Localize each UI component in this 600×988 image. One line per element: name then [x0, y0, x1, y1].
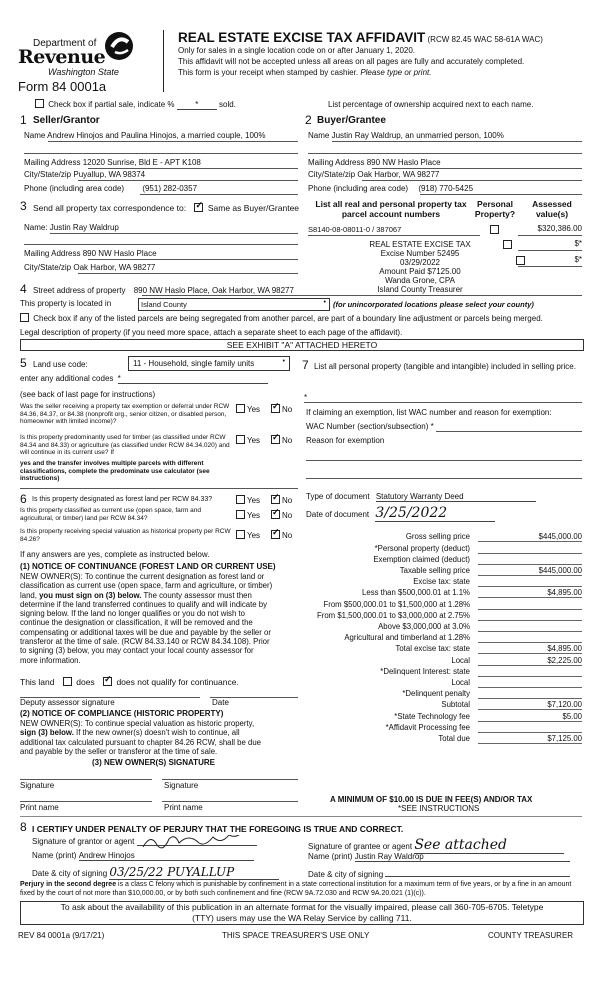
- header-divider: [163, 30, 164, 92]
- grantor-name-field[interactable]: Andrew Hinojos: [79, 851, 254, 861]
- land-use-q1: Was the seller receiving a property tax exemption or deferral under RCW 84.36, 84.37, or 84.38 (nonprofit org., senior citizen, or disabled person, homeowner with limited income)?: [20, 403, 230, 425]
- minimum-notice: A MINIMUM OF $10.00 IS DUE IN FEE(S) AND/OR TAX: [330, 795, 533, 804]
- tax-row-value[interactable]: $4,895.00: [478, 588, 582, 598]
- corr-name-field[interactable]: Justin Ray Waldrup: [49, 223, 119, 232]
- form-title: REAL ESTATE EXCISE TAX AFFIDAVIT: [178, 30, 426, 45]
- tax-row-value[interactable]: [478, 633, 582, 643]
- land-use-q2: Is this property predominantly used for timber (as classified under RCW 84.34 and 84.33) or agriculture (as classified under RCW 84.34.020) and will continue in its current use? If: [20, 434, 230, 456]
- tax-row: [300, 667, 582, 677]
- tax-row: [300, 644, 582, 654]
- perjury-text-2: by a fine in an amount fixed by the court of not more than $10,000.00, or by both such confinement and fine (RCW 9A.72.030 and RCW 9A.20.021 (1)(c)).: [20, 881, 572, 897]
- assessed-value-1[interactable]: $320,386.00: [537, 224, 582, 233]
- owner-print-name-label-2: Print name: [164, 803, 203, 812]
- county-treasurer: COUNTY TREASURER: [488, 931, 574, 940]
- buyer-name-field[interactable]: Justin Ray Waldrup, an unmarried person, 100%: [331, 131, 504, 140]
- tax-row-value[interactable]: $445,000.00: [478, 566, 582, 576]
- header-line1: Only for sales in a single location code on or after January 1, 2020.: [178, 46, 416, 55]
- s6-q3-yes-checkbox[interactable]: [236, 530, 245, 539]
- header-line3: This form is your receipt when stamped by cashier.: [178, 68, 359, 77]
- same-as-buyer-label: Same as Buyer/Grantee: [207, 203, 300, 213]
- grantee-signature-field[interactable]: See attached: [414, 837, 564, 854]
- header-line3b: Please type or print.: [360, 68, 432, 77]
- notice1-line-f: continue the designation or classification, it will be removed and the: [20, 618, 253, 628]
- s6-q3-yes-label: Yes: [247, 531, 261, 540]
- notice1-line-a: NEW OWNER(S): To continue the current designation as forest land or: [20, 572, 265, 581]
- does-label: does: [76, 677, 95, 687]
- section8-number: 8: [20, 820, 27, 834]
- tax-row-label: Excise tax: state: [413, 576, 470, 586]
- does-checkbox[interactable]: [63, 677, 72, 686]
- notice2-line-c: additional tax calculated pursuant to chapter 84.26 RCW, shall be due: [20, 737, 261, 747]
- q1-yes-checkbox[interactable]: [236, 404, 245, 413]
- tax-row: [300, 577, 582, 587]
- seller-name-label: Name: [24, 131, 46, 140]
- form-number: Form 84 0001a: [18, 79, 107, 94]
- s6-q1: Is this property designated as forest land per RCW 84.33?: [32, 496, 213, 503]
- section6-number: 6: [20, 492, 27, 506]
- does-not-label: does not qualify for continuance.: [116, 677, 239, 687]
- tax-row-label: Exemption claimed (deduct): [373, 554, 470, 564]
- tax-row-value[interactable]: $4,895.00: [478, 644, 582, 654]
- tax-row-label: Total due: [438, 733, 470, 743]
- assessed-value-2[interactable]: $*: [574, 239, 582, 248]
- tax-row: [300, 633, 582, 643]
- buyer-mailing-field[interactable]: 890 NW Haslo Place: [366, 158, 441, 167]
- stamp-line4: Amount Paid $7125.00: [379, 267, 461, 276]
- stamp-line1: REAL ESTATE EXCISE TAX: [369, 240, 471, 249]
- tax-row: [300, 689, 582, 699]
- notice1-line-c: land,: [20, 590, 37, 600]
- s6-q3-no-checkbox[interactable]: [271, 530, 280, 539]
- unincorporated-note: (for unincorporated locations please select your county): [333, 300, 534, 309]
- partial-percent-field[interactable]: *: [177, 100, 217, 110]
- buyer-phone-field[interactable]: (918) 770-5425: [418, 184, 474, 193]
- tax-row: [300, 723, 582, 733]
- section2-number: 2: [305, 113, 312, 127]
- seller-phone-label: Phone (including area code): [24, 184, 125, 193]
- segregated-checkbox[interactable]: [20, 313, 29, 322]
- this-land-label: This land: [20, 677, 55, 687]
- dept-line3: Washington State: [48, 67, 119, 77]
- assessed-value-header: Assessed value(s): [532, 199, 572, 219]
- grantee-date-field[interactable]: [385, 867, 570, 877]
- notice1-line-i: to signing (3) below, you may contact your local county assessor for: [20, 646, 254, 656]
- s6-q1-yes-label: Yes: [247, 496, 261, 505]
- street-field[interactable]: 890 NW Haslo Place, Oak Harbor, WA 98277: [133, 286, 294, 295]
- notice1-title: (1) NOTICE OF CONTINUANCE (FOREST LAND OR CURRENT USE): [20, 562, 276, 571]
- corr-city-field[interactable]: Oak Harbor, WA 98277: [73, 263, 156, 272]
- located-label: This property is located in: [20, 299, 112, 308]
- section5-number: 5: [20, 356, 27, 370]
- legal-label: Legal description of property (if you need more space, attach a separate sheet to each page of the affidavit).: [20, 328, 403, 337]
- grantor-date-field[interactable]: 03/25/22 PUYALLUP: [109, 865, 279, 880]
- tax-row-label: Less than $500,000.01 at 1.1%: [362, 587, 470, 597]
- parcel-1-field[interactable]: S8140-08-08011-0 / 387067: [308, 225, 402, 234]
- tax-row: [300, 555, 582, 565]
- tax-row: [300, 566, 582, 576]
- deputy-date-label: Date: [212, 698, 229, 707]
- tax-row-value[interactable]: $7,125.00: [478, 734, 582, 744]
- dept-logo-text: Revenue: [18, 46, 106, 68]
- tax-row-label: *Affidavit Processing fee: [385, 722, 470, 732]
- segregated-label: Check box if any of the listed parcels are being segregated from another parcel, are part of a boundary line adjustment or parcels being merged.: [33, 314, 543, 323]
- section3-number: 3: [20, 199, 27, 213]
- tax-row-value[interactable]: [478, 577, 582, 587]
- q1-no-checkbox[interactable]: [271, 404, 280, 413]
- see-instructions: *SEE INSTRUCTIONS: [398, 804, 480, 813]
- reason-label: Reason for exemption: [306, 436, 385, 445]
- section4-number: 4: [20, 282, 27, 296]
- partial-sold-label: sold.: [219, 100, 236, 109]
- notice1-line-e: signing below. If the land no longer qualifies or you do not wish to: [20, 609, 245, 619]
- section7-number: 7: [302, 358, 309, 372]
- county-select[interactable]: [138, 298, 330, 311]
- grantee-signature-label: Signature of grantee or agent: [308, 842, 413, 851]
- tax-row: [300, 544, 582, 554]
- notice1-line-h: transferor at the time of sale. (RCW 84.33.140 or RCW 84.34.108). Prior: [20, 637, 270, 647]
- partial-sale-label: Check box if partial sale, indicate %: [48, 100, 175, 109]
- s6-q3: Is this property receiving special valuation as historical property per RCW 84.26?: [20, 528, 231, 543]
- tax-row: [300, 532, 582, 542]
- tax-row: [300, 622, 582, 632]
- seller-title: Seller/Grantor: [33, 115, 100, 126]
- section1-number: 1: [20, 113, 27, 127]
- corr-name-label: Name:: [24, 223, 48, 232]
- correspondence-label: Send all property tax correspondence to:: [33, 203, 187, 213]
- notice1-line-g: compensating or additional taxes will be due and payable by the seller or: [20, 627, 271, 637]
- personal-property-header: Personal Property?: [474, 199, 516, 219]
- tax-row: [300, 656, 582, 666]
- wac-field[interactable]: *: [430, 422, 434, 431]
- notice1-line-d: determine if the land transferred continues to qualify and will indicate by: [20, 599, 268, 609]
- land-use-label: Land use code:: [33, 360, 88, 369]
- notice2-line-d: and payable by the seller or transferor at the time of sale.: [20, 746, 218, 756]
- grantor-signature-scribble: [141, 835, 259, 849]
- buyer-phone-label: Phone (including area code): [308, 184, 409, 193]
- grantor-signature-label: Signature of grantor or agent: [32, 837, 135, 846]
- same-as-buyer-checkbox[interactable]: [194, 203, 203, 212]
- tax-row-value[interactable]: [478, 689, 582, 699]
- relay-line2: (TTY) users may use the WA Relay Service by calling 711.: [192, 913, 412, 923]
- s6-q1-yes-checkbox[interactable]: [236, 495, 245, 504]
- notice1-line-b: classification as current use (open space, farm and agriculture, or timber): [20, 581, 273, 591]
- doc-date-label: Date of document: [306, 510, 370, 519]
- doc-type-label: Type of document: [306, 492, 370, 501]
- q2-no-checkbox[interactable]: [271, 435, 280, 444]
- tax-row-label: *Delinquent Interest: state: [380, 666, 470, 676]
- doc-type-field[interactable]: Statutory Warranty Deed: [376, 492, 536, 502]
- s6-q3-no-label: No: [282, 531, 293, 540]
- revenue-logo-icon: [103, 30, 135, 62]
- tax-row-label: Agricultural and timberland at 1.28%: [344, 632, 470, 642]
- tax-row: [300, 700, 582, 710]
- owner-signature-label-2: Signature: [164, 781, 199, 790]
- notice2-line-b-bold: sign (3) below.: [20, 728, 74, 738]
- relay-notice: [20, 901, 584, 925]
- tax-row-value[interactable]: $445,000.00: [478, 532, 582, 542]
- seller-name-field[interactable]: Andrew Hinojos and Paulina Hinojos, a married couple, 100%: [47, 131, 266, 140]
- s6-q1-no-label: No: [282, 496, 293, 505]
- q1-yes-label: Yes: [247, 405, 261, 414]
- assessed-value-3[interactable]: $*: [574, 255, 582, 264]
- notice1-line-j: more information.: [20, 655, 81, 665]
- tax-row: [300, 734, 582, 744]
- tax-row-label: Above $3,000,000 at 3.0%: [378, 621, 470, 631]
- grantor-signature-field[interactable]: [137, 845, 257, 846]
- stamp-line2: Excise Number 52495: [380, 249, 460, 258]
- owner-signature-label: Signature: [20, 781, 55, 790]
- tax-row-label: Local: [451, 655, 470, 665]
- tax-row-value[interactable]: [478, 723, 582, 733]
- notice2-line-b: If the new owner(s) doesn't wish to continue, all: [76, 728, 240, 738]
- personal-property-field[interactable]: *: [304, 393, 308, 402]
- personal-property-checkbox-2[interactable]: [503, 240, 512, 249]
- relay-line1: To ask about the availability of this publication in an alternate format for the visually impaired, please call 360-705-6705. Teletype: [60, 902, 544, 912]
- s6-q2-yes-label: Yes: [247, 511, 261, 520]
- tax-row-label: Local: [451, 677, 470, 687]
- notice3-title: (3) NEW OWNER(S) SIGNATURE: [92, 758, 215, 767]
- tax-row-label: From $1,500,000.01 to $3,000,000 at 2.75%: [316, 610, 470, 620]
- land-use-q2b: yes and the transfer involves multiple parcels with different classifications, complete the predominate use calculator (see instructions): [20, 460, 210, 482]
- parcel-header: List all real and personal property tax parcel account numbers: [315, 199, 467, 219]
- wac-label: WAC Number (section/subsection): [306, 422, 429, 431]
- grantee-name-label: Name (print): [308, 852, 353, 861]
- additional-codes-field[interactable]: *: [118, 374, 268, 384]
- certify-statement: I CERTIFY UNDER PENALTY OF PERJURY THAT THE FOREGOING IS TRUE AND CORRECT.: [32, 824, 404, 834]
- legal-description-field[interactable]: SEE EXHIBIT "A" ATTACHED HERETO: [20, 339, 584, 351]
- tax-row-value[interactable]: [478, 544, 582, 554]
- grantee-date-label: Date & city of signing: [308, 870, 384, 879]
- tax-row: [300, 588, 582, 598]
- seller-phone-field[interactable]: (951) 282-0357: [142, 184, 198, 193]
- header-line2: This affidavit will not be accepted unless all areas on all pages are fully and accurately completed.: [178, 57, 525, 66]
- s6-q2-no-checkbox[interactable]: [271, 510, 280, 519]
- corr-mailing-field[interactable]: 890 NW Haslo Place: [82, 249, 157, 258]
- tax-row-value[interactable]: $7,120.00: [478, 700, 582, 710]
- tax-row-label: From $500,000.01 to $1,500,000 at 1.28%: [323, 599, 470, 609]
- q2-yes-checkbox[interactable]: [236, 435, 245, 444]
- buyer-mailing-label: Mailing Address: [308, 158, 365, 167]
- q1-no-label: No: [282, 405, 293, 414]
- personal-property-checkbox-1[interactable]: [490, 225, 499, 234]
- tax-row-value[interactable]: [478, 622, 582, 632]
- s6-q1-no-checkbox[interactable]: [271, 495, 280, 504]
- dept-line1: Department of: [33, 38, 97, 49]
- q2-yes-label: Yes: [247, 436, 261, 445]
- percentage-note: List percentage of ownership acquired next to each name.: [328, 100, 534, 109]
- see-back-note: (see back of last page for instructions): [20, 390, 156, 399]
- notice2-title: (2) NOTICE OF COMPLIANCE (HISTORIC PROPERTY): [20, 709, 224, 718]
- buyer-city-label: City/State/zip: [308, 170, 356, 179]
- grantor-date-label: Date & city of signing: [32, 869, 108, 878]
- buyer-name-label: Name: [308, 131, 330, 140]
- corr-city-label: City/State/zip: [24, 263, 72, 272]
- tax-row-value[interactable]: [478, 678, 582, 688]
- tax-row-value[interactable]: [478, 555, 582, 565]
- seller-mailing-label: Mailing Address: [24, 158, 81, 167]
- tax-row: [300, 678, 582, 688]
- tax-row-label: *State Technology fee: [394, 711, 470, 721]
- tax-row: [300, 712, 582, 722]
- doc-date-field[interactable]: 3/25/2022: [375, 505, 495, 522]
- rcw-ref: (RCW 82.45 WAC 58-61A WAC): [427, 35, 543, 44]
- perjury-text: is a class C felony which is punishable by confinement in a state correctional institution for a maximum term of five years, or: [118, 881, 501, 888]
- additional-codes-label: enter any additional codes: [20, 374, 114, 383]
- tax-row-label: *Personal property (deduct): [374, 543, 470, 553]
- if-yes-note: If any answers are yes, complete as instructed below.: [20, 550, 210, 559]
- tax-row: [300, 600, 582, 610]
- stamp-line3: 03/29/2022: [399, 258, 441, 267]
- tax-row-value[interactable]: [478, 667, 582, 677]
- q2-no-label: No: [282, 436, 293, 445]
- notice1-line-c-bold: you must sign on (3) below.: [39, 590, 142, 600]
- owner-print-name-label: Print name: [20, 803, 59, 812]
- partial-sale-checkbox[interactable]: [35, 99, 44, 108]
- tax-row-value[interactable]: [478, 611, 582, 621]
- county-value: Island County: [141, 300, 187, 309]
- tax-row-value[interactable]: $5.00: [478, 712, 582, 722]
- chevron-down-icon: •: [282, 358, 285, 365]
- corr-mailing-label: Mailing Address: [24, 249, 81, 258]
- treasurer-use-only: THIS SPACE TREASURER'S USE ONLY: [222, 931, 370, 940]
- excise-tax-stamp: [350, 240, 490, 294]
- tax-row-label: Subtotal: [441, 699, 470, 709]
- stamp-line5: Wanda Grone, CPA: [385, 276, 455, 285]
- land-use-value: 11 - Household, single family units: [133, 359, 255, 368]
- perjury-bold: Perjury in the second degree: [20, 881, 117, 888]
- seller-city-label: City/State/zip: [24, 170, 72, 179]
- s6-q2-no-label: No: [282, 511, 293, 520]
- notice2-line-a: NEW OWNER(S): To continue special valuation as historic property,: [20, 719, 255, 728]
- grantor-name-label: Name (print): [32, 851, 77, 860]
- tax-row-label: Taxable selling price: [399, 565, 470, 575]
- notice1-line-c-rest: The county assessor must then: [143, 590, 252, 600]
- tax-row-label: *Delinquent penalty: [402, 688, 470, 698]
- seller-city-field[interactable]: Puyallup, WA 98374: [73, 170, 146, 179]
- tax-row-label: Total excise tax: state: [395, 643, 470, 653]
- exemption-label: If claiming an exemption, list WAC number and reason for exemption:: [306, 408, 552, 417]
- s6-q2-yes-checkbox[interactable]: [236, 510, 245, 519]
- street-label: Street address of property: [33, 286, 126, 295]
- tax-row-value[interactable]: [478, 600, 582, 610]
- deputy-signature-label: Deputy assessor signature: [20, 698, 115, 707]
- land-use-select[interactable]: [128, 356, 290, 371]
- buyer-city-field[interactable]: Oak Harbor, WA 98277: [357, 170, 440, 179]
- stamp-line6: Island County Treasurer: [377, 285, 463, 294]
- chevron-down-icon: •: [323, 299, 326, 306]
- personal-property-label: List all personal property (tangible and intangible) included in selling price.: [314, 362, 576, 371]
- grantee-name-field[interactable]: Justin Ray Waldrop: [355, 852, 570, 862]
- s6-q2: Is this property classified as current use (open space, farm and agricultural, or timber) land per RCW 84.34?: [20, 507, 202, 522]
- rev-number: REV 84 0001a (9/17/21): [18, 931, 105, 940]
- tax-row-label: Gross selling price: [405, 532, 470, 541]
- tax-row: [300, 611, 582, 621]
- buyer-title: Buyer/Grantee: [317, 115, 386, 126]
- does-not-checkbox[interactable]: [103, 677, 112, 686]
- seller-mailing-field[interactable]: 12020 Sunrise, Bld E - APT K108: [82, 158, 201, 167]
- tax-row-value[interactable]: $2,225.00: [478, 656, 582, 666]
